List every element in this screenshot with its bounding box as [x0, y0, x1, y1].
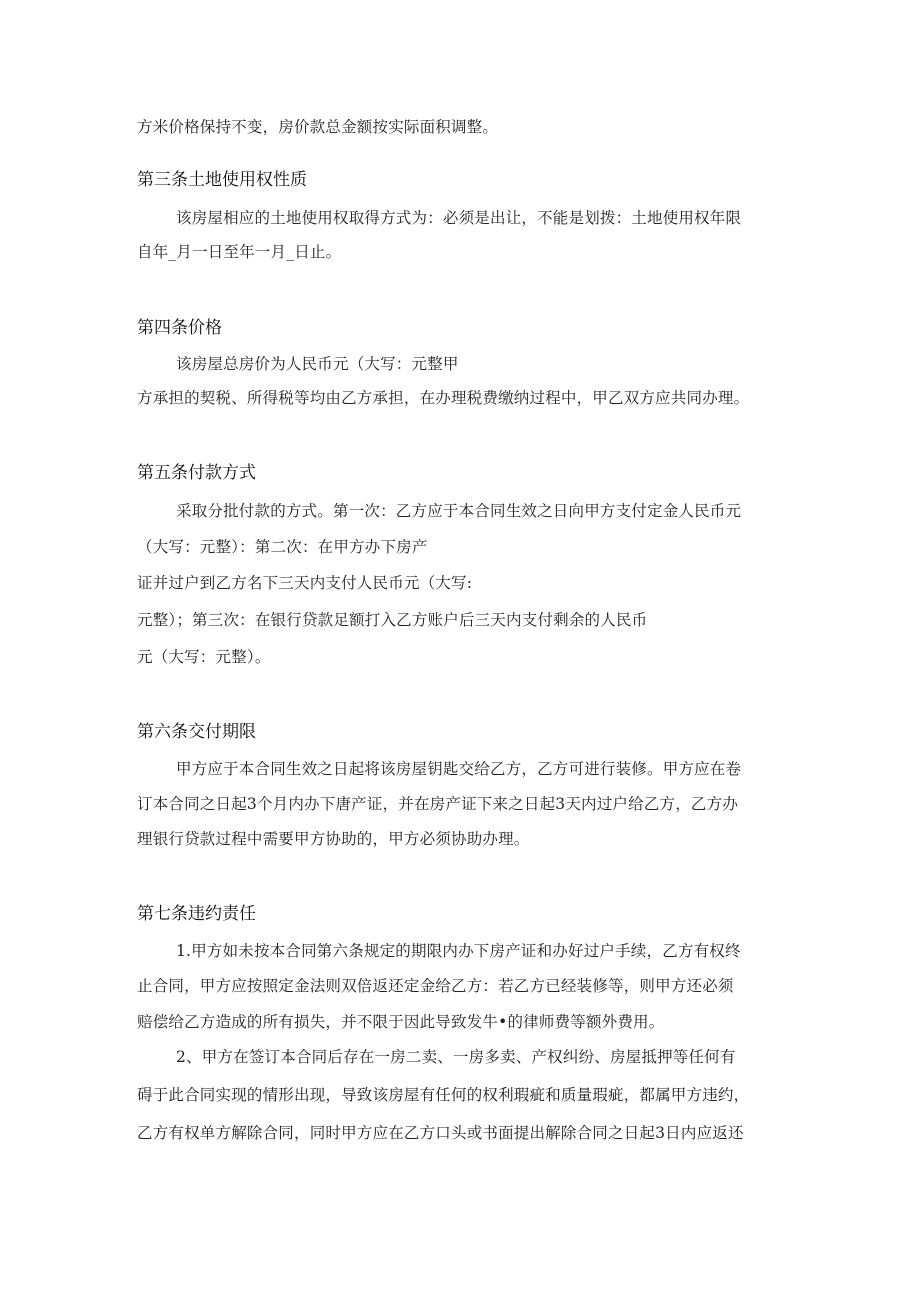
body-line: 赔偿给乙方造成的所有损失，并不限于因此导致发牛•的律师费等额外费用。	[137, 1013, 665, 1031]
body-line: 方承担的契税、所得税等均由乙方承担，在办理税费缴纳过程中，甲乙双方应共同办理。	[137, 389, 750, 407]
body-line: 止合同，甲方应按照定金法则双倍返还定金给乙方：若乙方已经装修等，则甲方还必须	[137, 977, 734, 995]
body-line: 自年_月一日至年一月_日止。	[137, 243, 342, 261]
body-line: 采取分批付款的方式。第一次：乙方应于本合同生效之日向甲方支付定金人民币元	[176, 502, 742, 520]
body-line: 方米价格保持不变，房价款总金额按实际面积调整。	[137, 118, 499, 136]
section-heading-4: 第四条价格	[137, 318, 222, 338]
body-line: 该房屋相应的土地使用权取得方式为：必须是出让，不能是划拨：土地使用权年限	[176, 209, 742, 227]
section-heading-3: 第三条土地使用权性质	[137, 170, 307, 190]
body-line: 元整）；第三次：在银行贷款足额打入乙方账户后三天内支付剩余的人民币	[137, 611, 648, 629]
body-line: 该房屋总房价为人民币元（大写：元整甲	[176, 355, 459, 373]
body-line: 甲方应于本合同生效之日起将该房屋钥匙交给乙方，乙方可进行装修。甲方应在卷	[176, 760, 742, 778]
body-line: （大写：元整）：第二次：在甲方办下房产	[137, 538, 428, 556]
body-line: 碍于此合同实现的情形出现，导致该房屋有任何的权利瑕疵和质量瑕疵，都属甲方违约，	[137, 1086, 750, 1104]
body-line: 订本合同之日起3个月内办下唐产证，并在房产证下来之日起3天内过户给乙方，乙方办	[137, 795, 739, 813]
body-line: 理银行贷款过程中需要甲方协助的，甲方必须协助办理。	[137, 830, 530, 848]
body-line: 证并过户到乙方名下三天内支付人民币元（大写:	[137, 574, 473, 592]
body-line: 元（大写：元整）。	[137, 648, 271, 666]
body-line: 2、甲方在签订本合同后存在一房二卖、一房多卖、产权纠纷、房屋抵押等任何有	[176, 1048, 736, 1066]
body-line: 乙方有权单方解除合同，同时甲方应在乙方口头或书面提出解除合同之日起3日内应返还	[137, 1124, 744, 1142]
section-heading-5: 第五条付款方式	[137, 463, 256, 483]
section-heading-6: 第六条交付期限	[137, 722, 256, 742]
section-heading-7: 第七条违约责任	[137, 904, 256, 924]
body-line: 1.甲方如未按本合同第六条规定的期限内办下房产证和办好过户手续，乙方有权终	[176, 942, 741, 960]
